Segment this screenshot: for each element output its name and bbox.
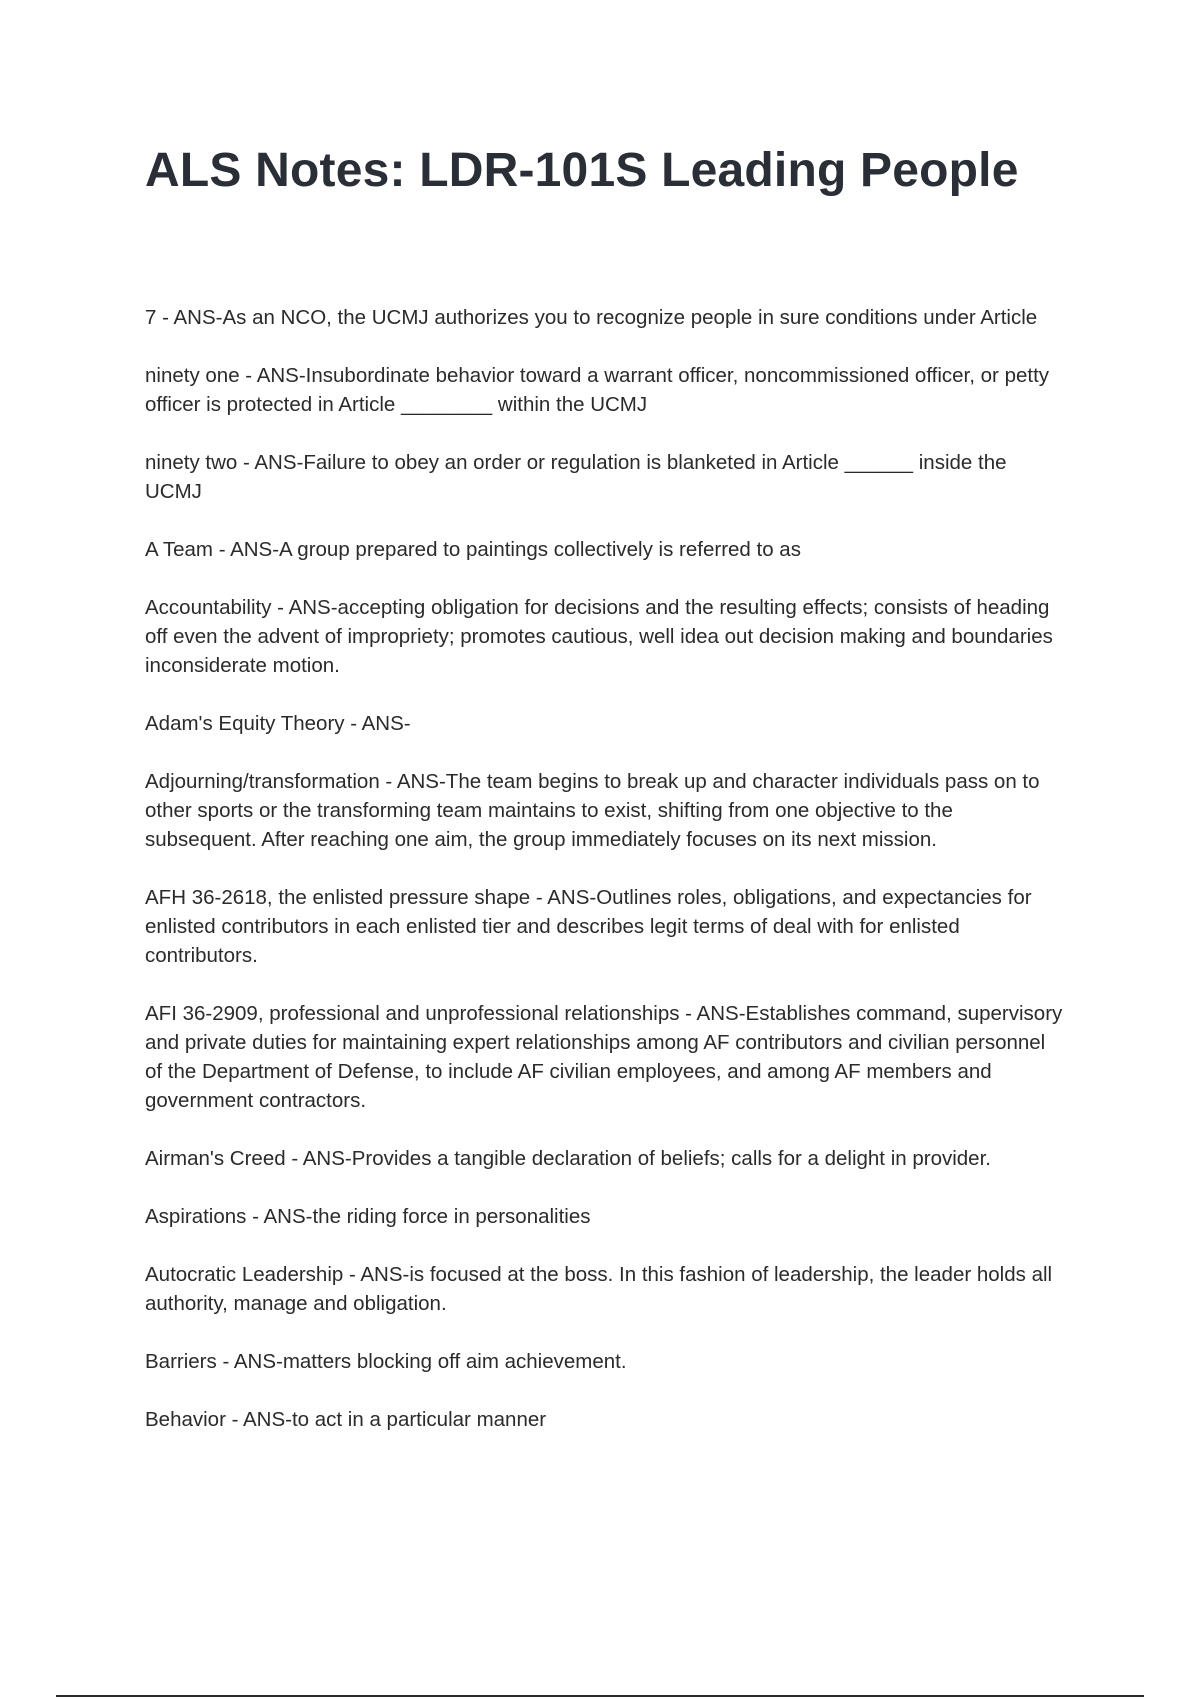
glossary-entry: Barriers - ANS-matters blocking off aim achievement. — [145, 1350, 627, 1373]
page-divider — [56, 1695, 1144, 1697]
glossary-entry: Adam's Equity Theory - ANS- — [145, 712, 411, 735]
glossary-entry: Airman's Creed - ANS-Provides a tangible declaration of beliefs; calls for a delight in provider. — [145, 1147, 991, 1170]
glossary-entry: Accountability - ANS-accepting obligation for decisions and the resulting effects; consists of heading off even the advent of impropriety; promotes cautious, well idea out decision making and boundaries inconsiderate motion. — [145, 596, 1053, 677]
glossary-entry: AFI 36-2909, professional and unprofessional relationships - ANS-Establishes command, supervisory and private duties for maintaining expert relationships among AF contributors and civilian personnel of the Department of Defense, to include AF civilian employees, and among AF members and government contractors. — [145, 1002, 1063, 1112]
glossary-entry: Autocratic Leadership - ANS-is focused at the boss. In this fashion of leadership, the leader holds all authority, manage and obligation. — [145, 1263, 1053, 1315]
glossary-entry: 7 - ANS-As an NCO, the UCMJ authorizes you to recognize people in sure conditions under Article — [145, 306, 1038, 329]
glossary-entry: Behavior - ANS-to act in a particular manner — [145, 1408, 547, 1431]
glossary-entry: ninety two - ANS-Failure to obey an order or regulation is blanketed in Article ______ inside the UCMJ — [145, 451, 1007, 503]
glossary-entry: Adjourning/transformation - ANS-The team begins to break up and character individuals pass on to other sports or the transforming team maintains to exist, shifting from one objective to the subsequent. After reaching one aim, the group immediately focuses on its next mission. — [145, 770, 1040, 851]
glossary-entry: Aspirations - ANS-the riding force in personalities — [145, 1205, 591, 1228]
glossary-entry: ninety one - ANS-Insubordinate behavior toward a warrant officer, noncommissioned officer, or petty officer is protected in Article ________ within the UCMJ — [145, 364, 1050, 416]
glossary-list — [145, 303, 1065, 1463]
document-title: ALS Notes: LDR-101S Leading People — [145, 144, 1019, 197]
glossary-entry: AFH 36-2618, the enlisted pressure shape - ANS-Outlines roles, obligations, and expectancies for enlisted contributors in each enlisted tier and describes legit terms of deal with for enlisted contributors. — [145, 886, 1032, 967]
glossary-entry: A Team - ANS-A group prepared to paintings collectively is referred to as — [145, 538, 801, 561]
